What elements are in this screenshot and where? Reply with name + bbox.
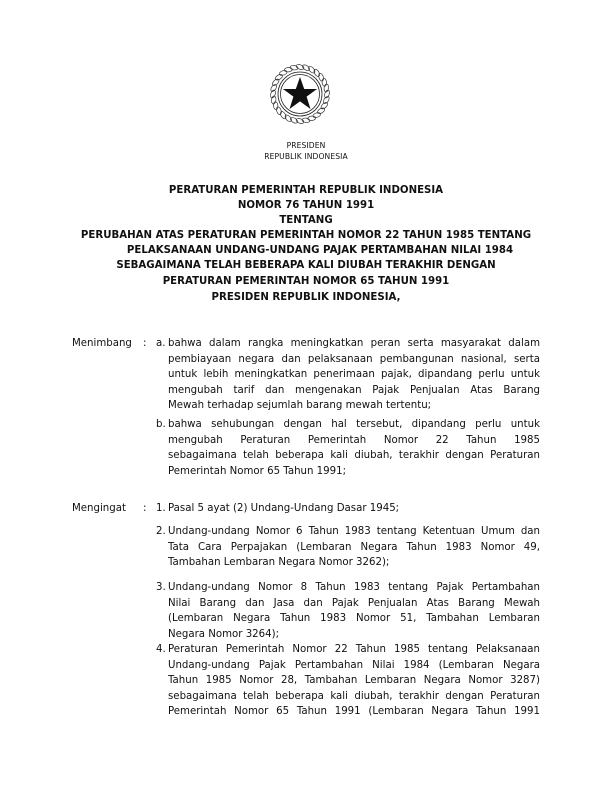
- wreath-leaf: [313, 68, 321, 77]
- mengingat-item-number: 3.: [156, 582, 166, 593]
- wreath-leaf: [317, 107, 326, 115]
- text-line: sebagaimana telah beberapa kali diubah, terakhir dengan Peraturan: [168, 690, 540, 702]
- title-line: PERATURAN PEMERINTAH REPUBLIK INDONESIA: [168, 185, 444, 196]
- text-line: Tambahan Lembaran Negara Nomor 3262);: [168, 557, 390, 569]
- wreath-leaf: [273, 101, 278, 109]
- wreath-leaf: [276, 106, 283, 115]
- title-line: PELAKSANAAN UNDANG-UNDANG PAJAK PERTAMBAHAN NILAI 1984: [126, 245, 514, 256]
- mengingat-item-text: [168, 642, 540, 720]
- text-line: Tata Cara Perpajakan (Lembaran Negara Tahun 1983 Nomor 49,: [168, 541, 540, 553]
- wreath-leaf: [318, 73, 325, 82]
- text-line: Undang-undang Nomor 8 Tahun 1983 tentang Pajak Pertambahan: [168, 582, 540, 593]
- wreath-leaf: [322, 78, 327, 86]
- mengingat-item-text: [168, 580, 540, 642]
- mengingat-colon: :: [143, 503, 147, 514]
- text-line: mengubah Peraturan Pemerintah Nomor 22 Tahun 1985: [168, 434, 540, 446]
- text-line: Mewah terhadap sejumlah barang mewah tertentu;: [168, 400, 432, 412]
- text-line: Negara Nomor 3264);: [168, 628, 280, 640]
- text-line: mengubah tarif dan mengenakan Pajak Penjualan Atas Barang: [168, 384, 540, 396]
- letterhead-republik-indonesia: REPUBLIK INDONESIA: [264, 152, 348, 161]
- menimbang-colon: :: [143, 338, 147, 349]
- text-line: Undang-undang Nomor 6 Tahun 1983 tentang Ketentuan Umum dan: [168, 526, 540, 537]
- title-line: PERUBAHAN ATAS PERATURAN PEMERINTAH NOMOR 22 TAHUN 1985 TENTANG: [80, 230, 532, 241]
- text-line: untuk lebih meningkatkan penerimaan pajak, dipandang perlu untuk: [168, 369, 540, 381]
- menimbang-item-text: [168, 417, 540, 479]
- menimbang-item-text: [168, 336, 540, 414]
- mengingat-item-text: [168, 524, 540, 571]
- mengingat-item-number: 1.: [156, 503, 166, 514]
- menimbang-item-number: a.: [156, 338, 166, 349]
- presiden-heading: PRESIDEN REPUBLIK INDONESIA,: [211, 292, 401, 303]
- text-line: bahwa dalam rangka meningkatkan peran serta masyarakat dalam: [168, 338, 540, 349]
- text-line: bahwa sehubungan dengan hal tersebut, dipandang perlu untuk: [168, 419, 540, 430]
- mengingat-item-number: 2.: [156, 526, 166, 537]
- title-line: NOMOR 76 TAHUN 1991: [237, 200, 375, 211]
- text-line: Pemerintah Nomor 65 Tahun 1991 (Lembaran Negara Tahun 1991: [168, 706, 540, 718]
- menimbang-label: Menimbang: [72, 338, 132, 349]
- wreath-leaf: [274, 73, 283, 81]
- wreath-leaf: [312, 112, 321, 119]
- letterhead-presiden: PRESIDEN: [286, 141, 326, 150]
- wreath-leaf: [307, 116, 315, 121]
- menimbang-item-number: b.: [156, 419, 166, 430]
- title-line: TENTANG: [279, 215, 333, 226]
- mengingat-item-text: [168, 501, 540, 517]
- text-line: Pemerintah Nomor 65 Tahun 1991;: [168, 465, 347, 477]
- mengingat-label: Mengingat: [72, 503, 126, 514]
- text-line: pembiayaan negara dan pelaksanaan pembangunan nasional, serta: [168, 353, 540, 365]
- mengingat-item-number: 4.: [156, 644, 166, 655]
- text-line: sebagaimana telah beberapa kali diubah, terakhir dengan Peraturan: [168, 450, 540, 462]
- wreath-leaf: [279, 70, 288, 77]
- text-line: Peraturan Pemerintah Nomor 22 Tahun 1985 tentang Pelaksanaan: [168, 644, 540, 655]
- title-line: SEBAGAIMANA TELAH BEBERAPA KALI DIUBAH TERAKHIR DENGAN: [116, 260, 496, 271]
- wreath-leaf: [284, 67, 292, 72]
- text-line: Pasal 5 ayat (2) Undang-Undang Dasar 1945;: [168, 503, 400, 514]
- text-line: (Lembaran Negara Tahun 1983 Nomor 51, Tambahan Lembaran: [168, 613, 540, 625]
- wreath-leaf: [279, 111, 287, 120]
- title-line: PERATURAN PEMERINTAH NOMOR 65 TAHUN 1991: [162, 276, 450, 287]
- text-line: Undang-undang Pajak Pertambahan Nilai 1984 (Lembaran Negara: [168, 659, 540, 671]
- text-line: Nilai Barang dan Jasa dan Pajak Penjualan Atas Barang Mewah: [168, 597, 540, 609]
- presidential-seal-emblem: [266, 58, 334, 130]
- text-line: Tahun 1985 Nomor 28, Tambahan Lembaran Negara Nomor 3287): [168, 675, 540, 687]
